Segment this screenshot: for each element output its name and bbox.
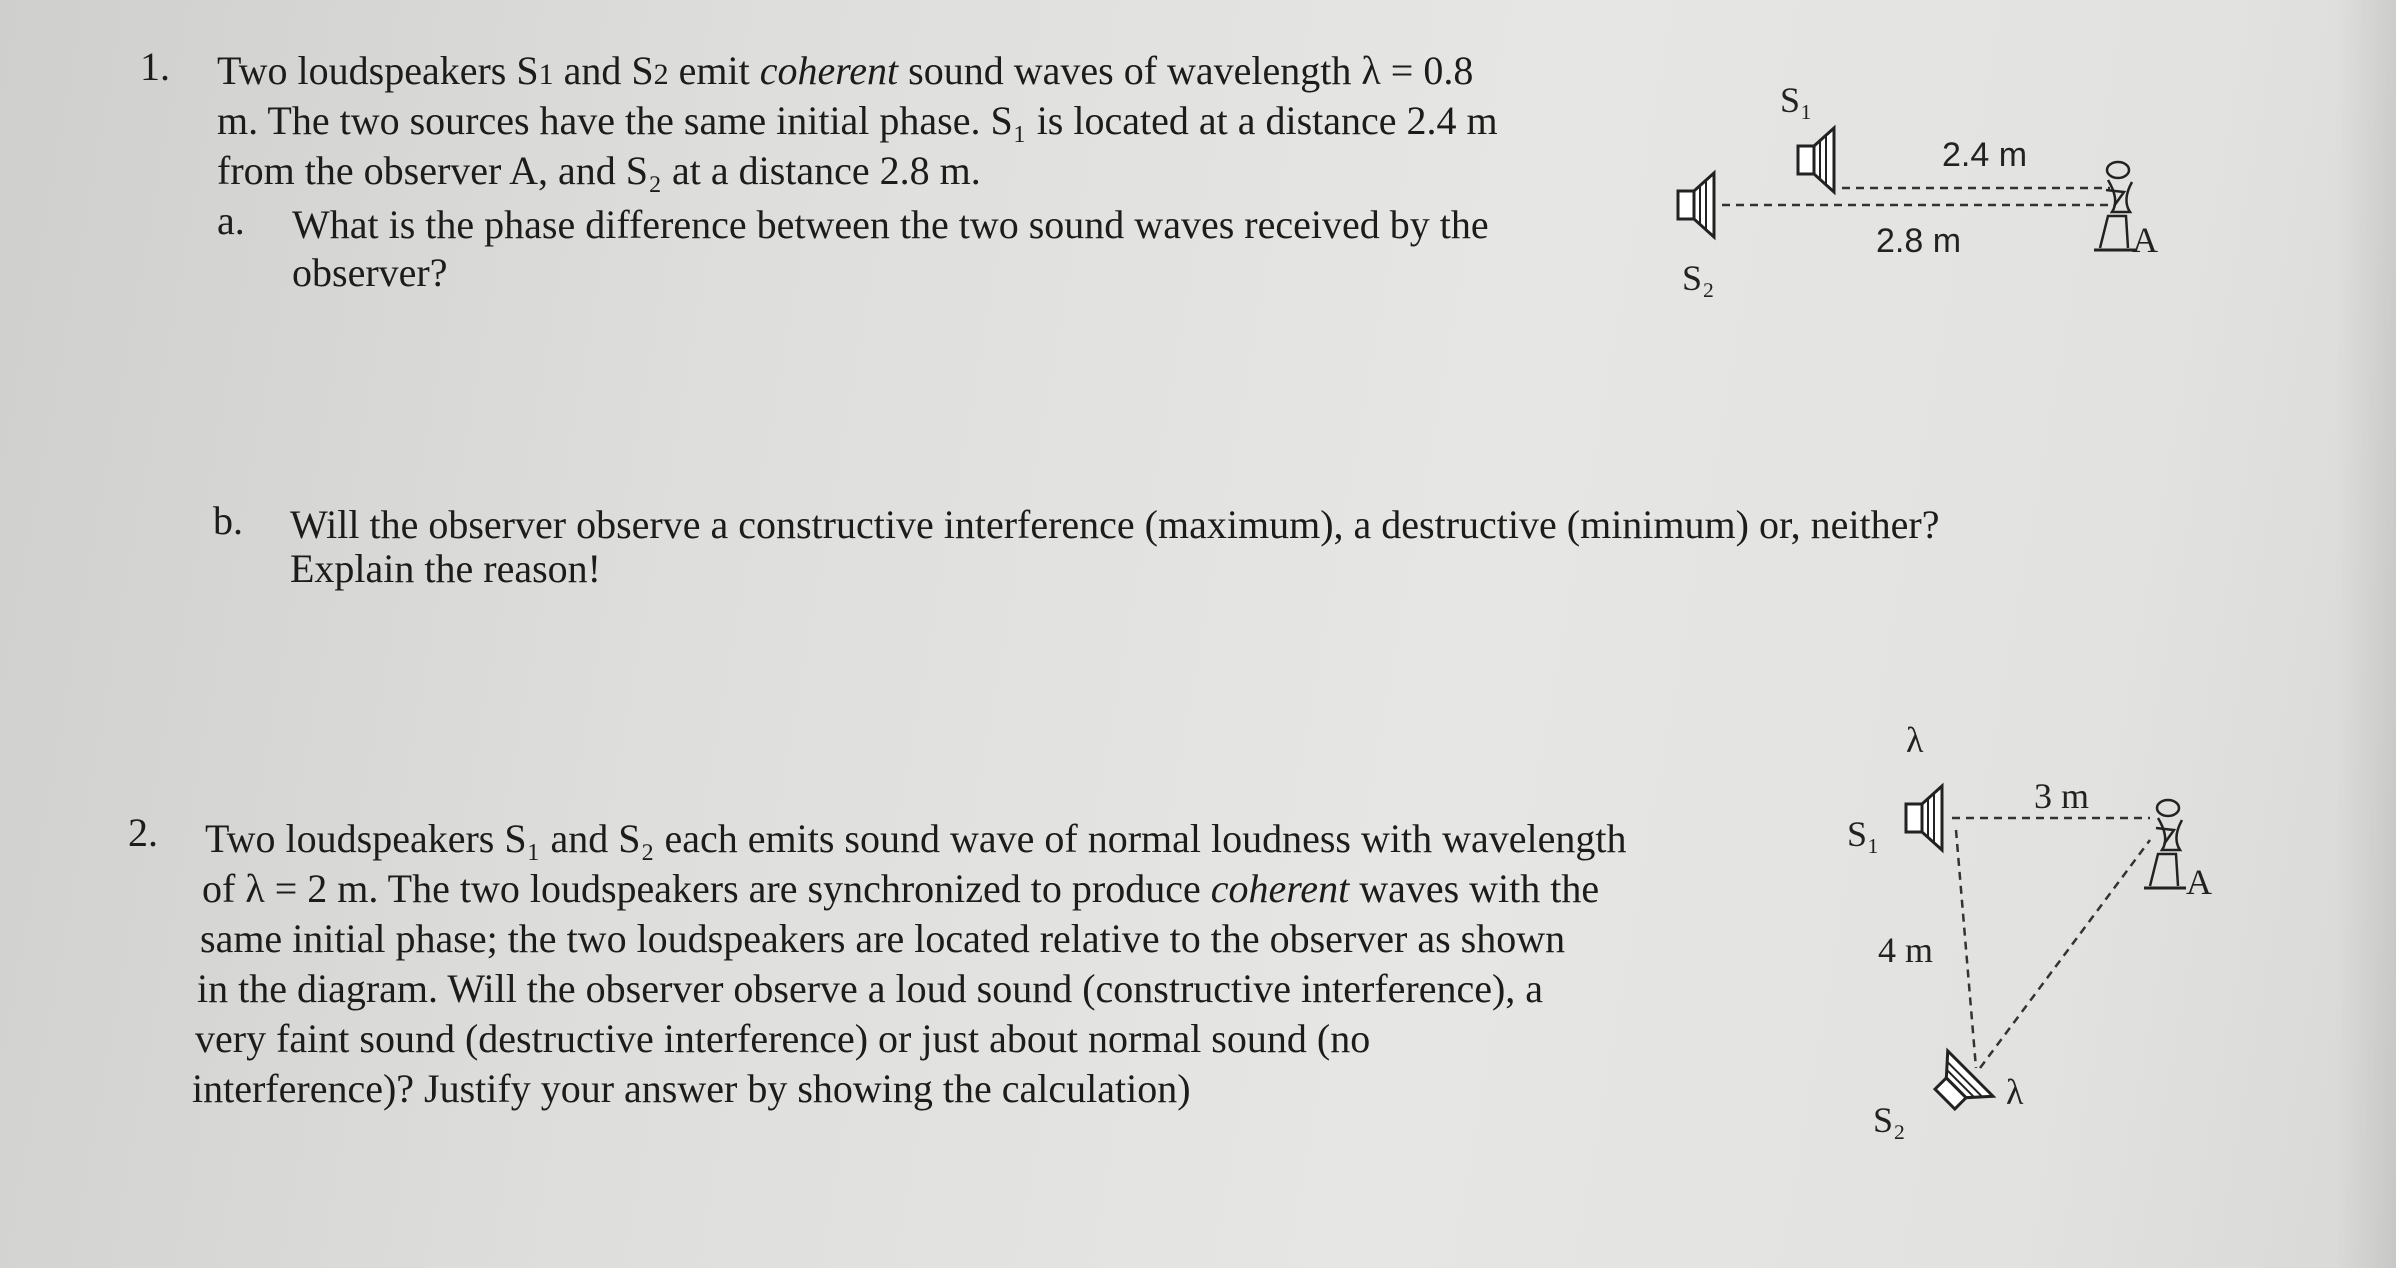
- speaker-s2-icon: [1922, 1051, 1993, 1122]
- q2-line-6: interference)? Justify your answer by showing the calculation): [192, 1066, 1191, 1111]
- q2-vertical-label: 4 m: [1878, 930, 1934, 970]
- q2-vertical-path: [1956, 830, 1976, 1068]
- q1-d2-label: 2.8 m: [1876, 222, 1962, 260]
- observer-icon: [2144, 800, 2186, 888]
- q1a-line-2: observer?: [292, 250, 448, 295]
- q2-line-4: in the diagram. Will the observer observe a loud sound (constructive interference), a: [197, 966, 1544, 1011]
- q1b-label: b.: [213, 498, 243, 543]
- q2-line-2: of λ = 2 m. The two loudspeakers are synchronized to produce coherent waves with the: [202, 866, 1600, 911]
- q2-line-5: very faint sound (destructive interference) or just about normal sound (no: [195, 1016, 1371, 1061]
- q1-s1-label: S₁: [1780, 80, 1813, 120]
- q2-line-3: same initial phase; the two loudspeakers are located relative to the observer as shown: [200, 916, 1566, 961]
- q1a-label: a.: [217, 198, 245, 243]
- q1-intro-line-2: m. The two sources have the same initial phase. S₁ is located at a distance 2.4 m: [217, 98, 1498, 143]
- q2-diagram: [1847, 720, 2212, 1140]
- q2-diagonal-path: [1980, 840, 2150, 1068]
- q1-intro-line-1: Two loudspeakers S1 and S2 emit coherent sound waves of wavelength λ = 0.8: [217, 48, 1474, 93]
- q2-lambda-top: λ: [1906, 720, 1924, 760]
- q2-observer-label: A: [2186, 862, 2212, 902]
- q2-s2-label: S₂: [1873, 1100, 1906, 1140]
- q1b-line-1: Will the observer observe a constructive interference (maximum), a destructive (minimum) or, neither?: [290, 502, 1940, 547]
- q1-d1-label: 2.4 m: [1942, 136, 2028, 174]
- q1-diagram: [1678, 80, 2158, 298]
- q1-observer-label: A: [2132, 220, 2158, 260]
- speaker-s1-icon: [1906, 786, 1942, 850]
- speaker-s1-icon: [1798, 128, 1834, 192]
- q2-horizontal-label: 3 m: [2034, 776, 2090, 816]
- q1-s2-label: S₂: [1682, 258, 1715, 298]
- q1b-line-2: Explain the reason!: [290, 546, 601, 591]
- q2-lambda-bottom: λ: [2006, 1072, 2024, 1112]
- q1a-line-1: What is the phase difference between the two sound waves received by the: [292, 202, 1489, 247]
- page-edge-shadow: [2336, 0, 2396, 1268]
- speaker-s2-icon: [1678, 173, 1714, 237]
- q2-line-1: Two loudspeakers S₁ and S₂ each emits sound wave of normal loudness with wavelength: [205, 816, 1627, 861]
- q2-s1-label: S₁: [1847, 814, 1880, 854]
- q2-number: 2.: [128, 810, 158, 855]
- q1-intro-line-3: from the observer A, and S₂ at a distance 2.8 m.: [217, 148, 981, 193]
- q1-number: 1.: [140, 44, 170, 89]
